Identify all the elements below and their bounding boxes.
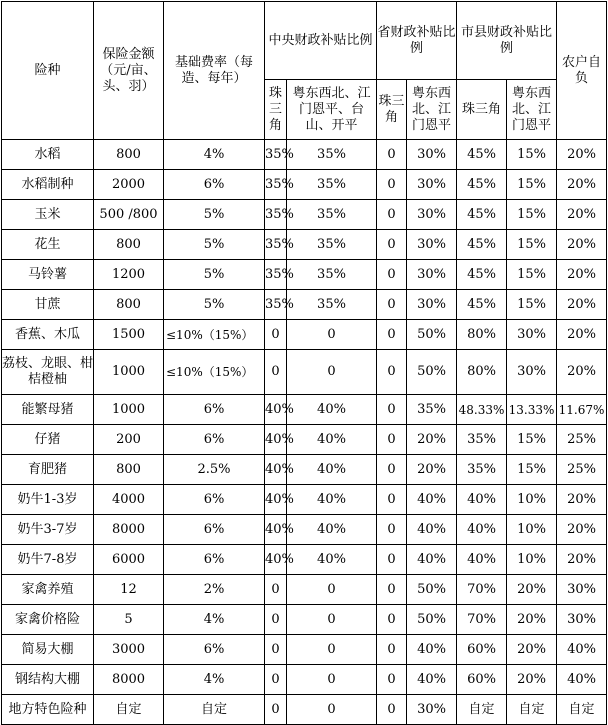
cell-farmer: 25% xyxy=(557,425,607,455)
table-row xyxy=(2,455,607,485)
cell-prov-other: 50% xyxy=(407,605,457,635)
cell-farmer: 自定 xyxy=(557,695,607,725)
cell-city-other: 15% xyxy=(507,290,557,320)
cell-city-prd: 自定 xyxy=(457,695,507,725)
cell-city-prd: 80% xyxy=(457,350,507,395)
table-row xyxy=(2,605,607,635)
cell-central-other: 35% xyxy=(287,290,377,320)
table-row xyxy=(2,425,607,455)
cell-prov-prd: 0 xyxy=(377,695,407,725)
cell-prov-prd: 0 xyxy=(377,635,407,665)
cell-type: 玉米 xyxy=(2,200,94,230)
cell-city-other: 20% xyxy=(507,605,557,635)
cell-amount: 12 xyxy=(94,575,164,605)
cell-city-prd: 48.33% xyxy=(457,395,507,425)
cell-prov-prd: 0 xyxy=(377,575,407,605)
cell-central-other: 0 xyxy=(287,635,377,665)
header-city-prd: 珠三角 xyxy=(457,80,507,140)
cell-farmer: 20% xyxy=(557,140,607,170)
header-amount: 保险金额（元/亩、头、羽） xyxy=(94,2,164,140)
cell-central-other: 0 xyxy=(287,320,377,350)
cell-prov-prd: 0 xyxy=(377,230,407,260)
cell-central-prd: 35% xyxy=(265,170,287,200)
table-row xyxy=(2,230,607,260)
cell-amount: 2000 xyxy=(94,170,164,200)
cell-type: 仔猪 xyxy=(2,425,94,455)
cell-city-prd: 40% xyxy=(457,485,507,515)
cell-city-other: 20% xyxy=(507,665,557,695)
header-central: 中央财政补贴比例 xyxy=(265,2,377,80)
table-row xyxy=(2,350,607,395)
cell-rate: 5% xyxy=(164,230,265,260)
cell-farmer: 30% xyxy=(557,605,607,635)
cell-central-other: 0 xyxy=(287,605,377,635)
cell-city-other: 10% xyxy=(507,485,557,515)
cell-city-prd: 45% xyxy=(457,140,507,170)
cell-type: 水稻 xyxy=(2,140,94,170)
cell-rate: 自定 xyxy=(164,695,265,725)
cell-amount: 800 xyxy=(94,455,164,485)
cell-prov-other: 50% xyxy=(407,575,457,605)
cell-prov-prd: 0 xyxy=(377,425,407,455)
cell-prov-prd: 0 xyxy=(377,200,407,230)
cell-city-prd: 45% xyxy=(457,200,507,230)
cell-prov-prd: 0 xyxy=(377,170,407,200)
cell-city-prd: 45% xyxy=(457,230,507,260)
cell-rate: 2.5% xyxy=(164,455,265,485)
cell-type: 家禽养殖 xyxy=(2,575,94,605)
cell-city-other: 15% xyxy=(507,140,557,170)
cell-amount: 500 /800 xyxy=(94,200,164,230)
header-central-prd: 珠三角 xyxy=(265,80,287,140)
cell-rate: 4% xyxy=(164,665,265,695)
cell-prov-other: 30% xyxy=(407,230,457,260)
cell-amount: 1500 xyxy=(94,320,164,350)
cell-farmer: 30% xyxy=(557,575,607,605)
header-farmer: 农户自负 xyxy=(557,2,607,140)
cell-city-other: 15% xyxy=(507,200,557,230)
cell-central-other: 35% xyxy=(287,230,377,260)
cell-amount: 800 xyxy=(94,230,164,260)
cell-central-prd: 0 xyxy=(265,575,287,605)
cell-central-prd: 40% xyxy=(265,455,287,485)
cell-city-other: 15% xyxy=(507,260,557,290)
cell-prov-other: 50% xyxy=(407,320,457,350)
header-city: 市县财政补贴比例 xyxy=(457,2,557,80)
cell-prov-other: 30% xyxy=(407,290,457,320)
cell-farmer: 20% xyxy=(557,320,607,350)
cell-farmer: 25% xyxy=(557,455,607,485)
header-provincial: 省财政补贴比例 xyxy=(377,2,457,80)
table-row xyxy=(2,575,607,605)
cell-central-other: 40% xyxy=(287,485,377,515)
cell-city-prd: 70% xyxy=(457,575,507,605)
cell-type: 钢结构大棚 xyxy=(2,665,94,695)
cell-city-prd: 40% xyxy=(457,545,507,575)
cell-central-other: 35% xyxy=(287,140,377,170)
cell-farmer: 20% xyxy=(557,545,607,575)
table-row xyxy=(2,485,607,515)
cell-prov-prd: 0 xyxy=(377,515,407,545)
table-row xyxy=(2,140,607,170)
cell-type: 家禽价格险 xyxy=(2,605,94,635)
cell-city-other: 30% xyxy=(507,350,557,395)
cell-amount: 5 xyxy=(94,605,164,635)
cell-city-prd: 60% xyxy=(457,665,507,695)
cell-city-prd: 45% xyxy=(457,170,507,200)
cell-central-prd: 40% xyxy=(265,425,287,455)
cell-prov-prd: 0 xyxy=(377,350,407,395)
cell-farmer: 20% xyxy=(557,260,607,290)
cell-amount: 8000 xyxy=(94,665,164,695)
cell-rate: 4% xyxy=(164,140,265,170)
cell-rate: 6% xyxy=(164,485,265,515)
cell-central-other: 35% xyxy=(287,170,377,200)
cell-type: 奶牛7-8岁 xyxy=(2,545,94,575)
cell-rate: ≤10%（15%） xyxy=(164,320,265,350)
cell-type: 水稻制种 xyxy=(2,170,94,200)
cell-city-prd: 45% xyxy=(457,260,507,290)
cell-central-other: 35% xyxy=(287,260,377,290)
cell-prov-other: 40% xyxy=(407,665,457,695)
cell-central-prd: 40% xyxy=(265,395,287,425)
cell-amount: 800 xyxy=(94,140,164,170)
cell-amount: 8000 xyxy=(94,515,164,545)
cell-prov-other: 30% xyxy=(407,695,457,725)
cell-prov-other: 40% xyxy=(407,515,457,545)
cell-city-other: 10% xyxy=(507,545,557,575)
cell-type: 能繁母猪 xyxy=(2,395,94,425)
cell-city-other: 10% xyxy=(507,515,557,545)
cell-central-prd: 40% xyxy=(265,485,287,515)
cell-prov-other: 20% xyxy=(407,455,457,485)
cell-city-prd: 70% xyxy=(457,605,507,635)
cell-central-prd: 0 xyxy=(265,605,287,635)
cell-type: 甘蔗 xyxy=(2,290,94,320)
cell-central-other: 0 xyxy=(287,665,377,695)
cell-rate: 5% xyxy=(164,260,265,290)
cell-amount: 1200 xyxy=(94,260,164,290)
cell-farmer: 20% xyxy=(557,200,607,230)
cell-type: 简易大棚 xyxy=(2,635,94,665)
cell-type: 香蕉、木瓜 xyxy=(2,320,94,350)
cell-rate: ≤10%（15%） xyxy=(164,350,265,395)
cell-prov-prd: 0 xyxy=(377,260,407,290)
table-row xyxy=(2,665,607,695)
cell-central-prd: 0 xyxy=(265,635,287,665)
cell-city-other: 15% xyxy=(507,230,557,260)
cell-city-other: 30% xyxy=(507,320,557,350)
cell-prov-prd: 0 xyxy=(377,455,407,485)
cell-farmer: 11.67% xyxy=(557,395,607,425)
cell-central-prd: 35% xyxy=(265,200,287,230)
cell-central-other: 40% xyxy=(287,395,377,425)
cell-central-prd: 0 xyxy=(265,665,287,695)
header-rate: 基础费率（每造、每年） xyxy=(164,2,265,140)
cell-central-prd: 35% xyxy=(265,260,287,290)
cell-central-prd: 0 xyxy=(265,695,287,725)
cell-central-other: 0 xyxy=(287,695,377,725)
cell-farmer: 20% xyxy=(557,170,607,200)
cell-farmer: 20% xyxy=(557,230,607,260)
cell-central-prd: 40% xyxy=(265,515,287,545)
cell-central-other: 40% xyxy=(287,425,377,455)
cell-rate: 6% xyxy=(164,635,265,665)
cell-city-other: 20% xyxy=(507,635,557,665)
cell-rate: 6% xyxy=(164,545,265,575)
cell-prov-other: 35% xyxy=(407,395,457,425)
table-row xyxy=(2,515,607,545)
header-type: 险种 xyxy=(2,2,94,140)
cell-prov-other: 20% xyxy=(407,425,457,455)
cell-prov-other: 40% xyxy=(407,635,457,665)
header-prov-prd: 珠三角 xyxy=(377,80,407,140)
cell-city-other: 13.33% xyxy=(507,395,557,425)
cell-farmer: 40% xyxy=(557,635,607,665)
cell-amount: 4000 xyxy=(94,485,164,515)
cell-prov-prd: 0 xyxy=(377,545,407,575)
cell-prov-other: 30% xyxy=(407,140,457,170)
cell-type: 荔枝、龙眼、柑桔橙柚 xyxy=(2,350,94,395)
cell-amount: 3000 xyxy=(94,635,164,665)
cell-central-other: 40% xyxy=(287,455,377,485)
cell-central-prd: 0 xyxy=(265,350,287,395)
cell-amount: 800 xyxy=(94,290,164,320)
cell-rate: 2% xyxy=(164,575,265,605)
cell-city-other: 20% xyxy=(507,575,557,605)
cell-central-prd: 40% xyxy=(265,545,287,575)
cell-prov-other: 30% xyxy=(407,200,457,230)
cell-prov-prd: 0 xyxy=(377,485,407,515)
cell-prov-prd: 0 xyxy=(377,320,407,350)
cell-prov-prd: 0 xyxy=(377,140,407,170)
header-central-other: 粤东西北、江门恩平、台山、开平 xyxy=(287,80,377,140)
cell-city-prd: 35% xyxy=(457,425,507,455)
cell-rate: 4% xyxy=(164,605,265,635)
cell-central-prd: 35% xyxy=(265,140,287,170)
cell-prov-other: 30% xyxy=(407,170,457,200)
cell-central-other: 35% xyxy=(287,200,377,230)
table-row xyxy=(2,260,607,290)
cell-rate: 6% xyxy=(164,395,265,425)
cell-amount: 自定 xyxy=(94,695,164,725)
cell-prov-prd: 0 xyxy=(377,290,407,320)
cell-city-prd: 35% xyxy=(457,455,507,485)
cell-rate: 5% xyxy=(164,290,265,320)
cell-farmer: 20% xyxy=(557,515,607,545)
cell-central-other: 40% xyxy=(287,515,377,545)
cell-rate: 6% xyxy=(164,515,265,545)
cell-prov-other: 40% xyxy=(407,485,457,515)
cell-prov-other: 40% xyxy=(407,545,457,575)
table-row xyxy=(2,635,607,665)
cell-amount: 6000 xyxy=(94,545,164,575)
cell-type: 地方特色险种 xyxy=(2,695,94,725)
cell-central-other: 0 xyxy=(287,350,377,395)
subsidy-table xyxy=(1,1,607,725)
cell-type: 育肥猪 xyxy=(2,455,94,485)
cell-prov-other: 50% xyxy=(407,350,457,395)
cell-city-other: 自定 xyxy=(507,695,557,725)
cell-central-prd: 35% xyxy=(265,290,287,320)
table-row xyxy=(2,290,607,320)
cell-type: 花生 xyxy=(2,230,94,260)
table-row xyxy=(2,320,607,350)
table-body xyxy=(2,140,607,725)
cell-farmer: 20% xyxy=(557,350,607,395)
cell-prov-prd: 0 xyxy=(377,395,407,425)
cell-central-prd: 35% xyxy=(265,230,287,260)
cell-type: 马铃薯 xyxy=(2,260,94,290)
cell-rate: 6% xyxy=(164,425,265,455)
table-row xyxy=(2,695,607,725)
cell-farmer: 20% xyxy=(557,485,607,515)
table-row xyxy=(2,170,607,200)
cell-central-other: 0 xyxy=(287,575,377,605)
cell-city-other: 15% xyxy=(507,170,557,200)
cell-city-other: 15% xyxy=(507,425,557,455)
cell-type: 奶牛3-7岁 xyxy=(2,515,94,545)
cell-rate: 5% xyxy=(164,200,265,230)
cell-amount: 1000 xyxy=(94,395,164,425)
cell-type: 奶牛1-3岁 xyxy=(2,485,94,515)
cell-city-prd: 80% xyxy=(457,320,507,350)
cell-farmer: 20% xyxy=(557,290,607,320)
cell-central-prd: 0 xyxy=(265,320,287,350)
cell-city-other: 15% xyxy=(507,455,557,485)
cell-prov-other: 30% xyxy=(407,260,457,290)
cell-city-prd: 40% xyxy=(457,515,507,545)
header-row-main xyxy=(2,2,607,80)
table-row xyxy=(2,545,607,575)
cell-amount: 1000 xyxy=(94,350,164,395)
cell-city-prd: 60% xyxy=(457,635,507,665)
header-city-other: 粤东西北、江门恩平 xyxy=(507,80,557,140)
cell-central-other: 40% xyxy=(287,545,377,575)
cell-rate: 6% xyxy=(164,170,265,200)
cell-prov-prd: 0 xyxy=(377,665,407,695)
header-prov-other: 粤东西北、江门恩平 xyxy=(407,80,457,140)
cell-city-prd: 45% xyxy=(457,290,507,320)
cell-prov-prd: 0 xyxy=(377,605,407,635)
cell-farmer: 40% xyxy=(557,665,607,695)
cell-amount: 200 xyxy=(94,425,164,455)
table-row xyxy=(2,395,607,425)
table-row xyxy=(2,200,607,230)
